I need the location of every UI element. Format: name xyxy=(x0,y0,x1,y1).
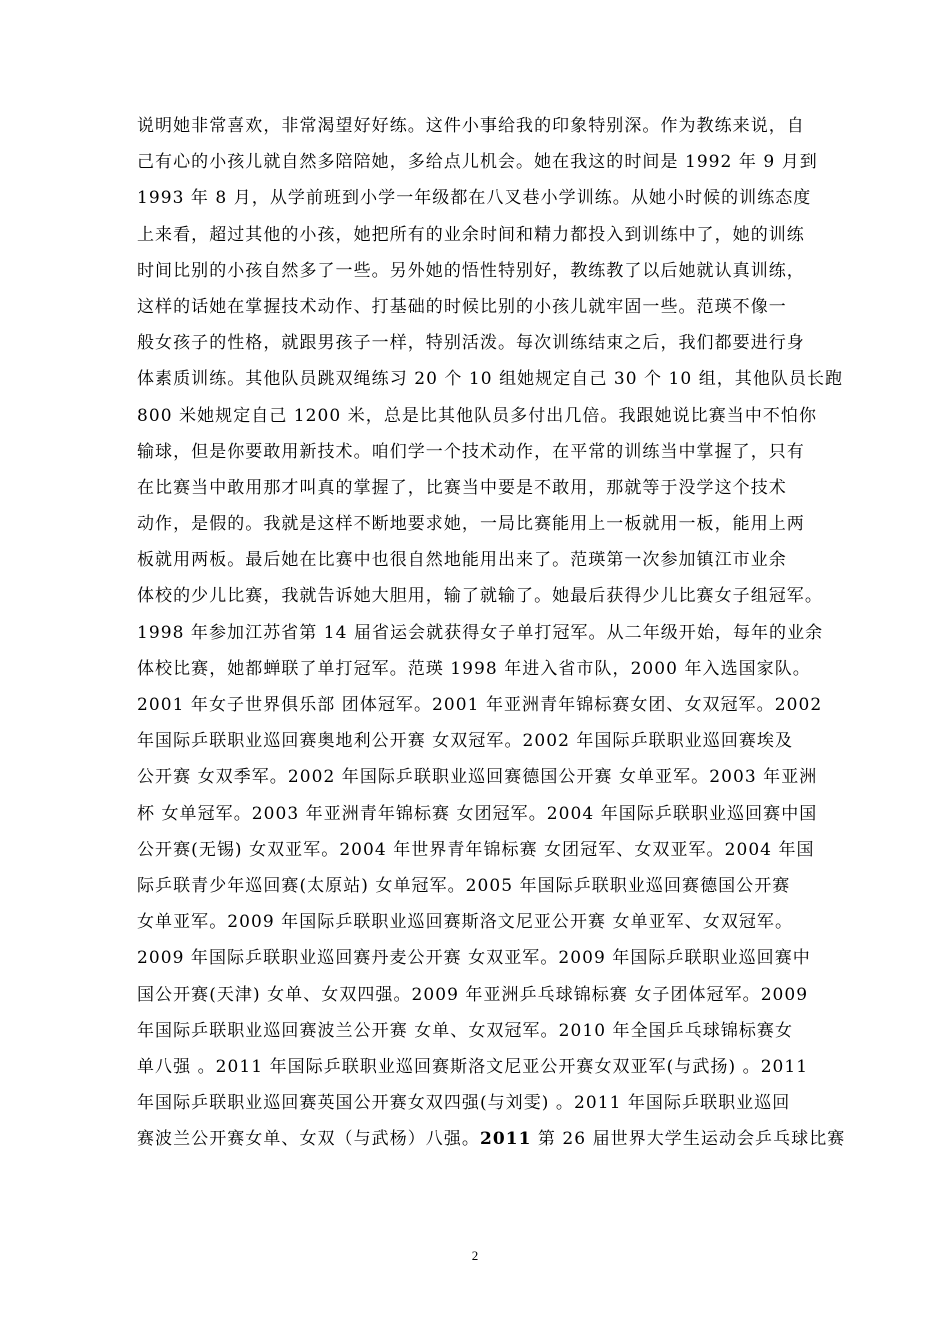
text-line: 体素质训练。其他队员跳双绳练习 20 个 10 组她规定自己 30 个 10 组，其他队员长跑 xyxy=(137,369,844,390)
text-line: 单八强 。2011 年国际乒联职业巡回赛斯洛文尼亚公开赛女双亚军(与武扬) 。2011 xyxy=(137,1056,809,1077)
text-line: 说明她非常喜欢，非常渴望好好练。这件小事给我的印象特别深。作为教练来说，自 xyxy=(137,116,805,136)
text-line: 2009 年国际乒联职业巡回赛丹麦公开赛 女双亚军。2009 年国际乒联职业巡回赛中 xyxy=(137,948,811,969)
text-line: 体校比赛，她都蝉联了单打冠军。范瑛 1998 年进入省市队，2000 年入选国家队。 xyxy=(137,658,811,679)
text-line: 公开赛(无锡) 女双亚军。2004 年世界青年锦标赛 女团冠军、女双亚军。2004 年国 xyxy=(137,839,815,860)
text-line: 动作，是假的。我就是这样不断地要求她，一局比赛能用上一板就用一板，能用上两 xyxy=(137,514,805,535)
text-line: 际乒联青少年巡回赛(太原站) 女单冠军。2005 年国际乒联职业巡回赛德国公开赛 xyxy=(137,875,791,896)
text-line: 时间比别的小孩自然多了一些。另外她的悟性特别好，教练教了以后她就认真训练， xyxy=(137,260,805,281)
page-number: 2 xyxy=(471,1248,479,1263)
text-line: 上来看，超过其他的小孩，她把所有的业余时间和精力都投入到训练中了，她的训练 xyxy=(137,224,805,245)
text-line: 般女孩子的性格，就跟男孩子一样，特别活泼。每次训练结束之后，我们都要进行身 xyxy=(137,333,805,354)
text-line: 己有心的小孩儿就自然多陪陪她，多给点儿机会。她在我这的时间是 1992 年 9 月到 xyxy=(137,152,818,173)
text-line: 这样的话她在掌握技术动作、打基础的时候比别的小孩儿就牢固一些。范瑛不像一 xyxy=(137,296,787,317)
text-line: 2001 年女子世界俱乐部 团体冠军。2001 年亚洲青年锦标赛女团、女双冠军。2002 xyxy=(137,695,823,715)
text-line: 体校的少儿比赛，我就告诉她大胆用，输了就输了。她最后获得少儿比赛女子组冠军。 xyxy=(137,586,823,607)
text-segment: 第 26 届世界大学生运动会乒乓球比赛 xyxy=(531,1129,846,1150)
text-line: 杯 女单冠军。2003 年亚洲青年锦标赛 女团冠军。2004 年国际乒联职业巡回赛中国 xyxy=(137,803,818,824)
text-line: 在比赛当中敢用那才叫真的掌握了，比赛当中要是不敢用，那就等于没学这个技术 xyxy=(137,477,787,498)
text-line: 1993 年 8 月，从学前班到小学一年级都在八叉巷小学训练。从她小时候的训练态度 xyxy=(137,188,812,209)
text-segment: 赛波兰公开赛女单、女双（与武杨）八强。 xyxy=(137,1129,480,1150)
text-line: 年国际乒联职业巡回赛波兰公开赛 女单、女双冠军。2010 年全国乒乓球锦标赛女 xyxy=(137,1020,794,1041)
text-line: 1998 年参加江苏省第 14 届省运会就获得女子单打冠军。从二年级开始，每年的业余 xyxy=(137,622,824,643)
text-line: 国公开赛(天津) 女单、女双四强。2009 年亚洲乒乓球锦标赛 女子团体冠军。2009 xyxy=(137,984,809,1005)
text-line: 输球，但是你要敢用新技术。咱们学一个技术动作，在平常的训练当中掌握了，只有 xyxy=(137,441,805,462)
body-text xyxy=(137,108,849,1157)
bold-year: 2011 xyxy=(479,1129,532,1150)
text-line: 年国际乒联职业巡回赛英国公开赛女双四强(与刘雯) 。2011 年国际乒联职业巡回 xyxy=(137,1093,791,1114)
text-line: 年国际乒联职业巡回赛奥地利公开赛 女双冠军。2002 年国际乒联职业巡回赛埃及 xyxy=(137,731,794,752)
text-line-last xyxy=(137,1121,849,1157)
text-line: 女单亚军。2009 年国际乒联职业巡回赛斯洛文尼亚公开赛 女单亚军、女双冠军。 xyxy=(137,912,794,933)
text-line: 公开赛 女双季军。2002 年国际乒联职业巡回赛德国公开赛 女单亚军。2003 年亚洲 xyxy=(137,767,818,788)
text-line: 板就用两板。最后她在比赛中也很自然地能用出来了。范瑛第一次参加镇江市业余 xyxy=(137,550,787,571)
text-line: 800 米她规定自己 1200 米，总是比其他队员多付出几倍。我跟她说比赛当中不怕你 xyxy=(137,405,818,426)
